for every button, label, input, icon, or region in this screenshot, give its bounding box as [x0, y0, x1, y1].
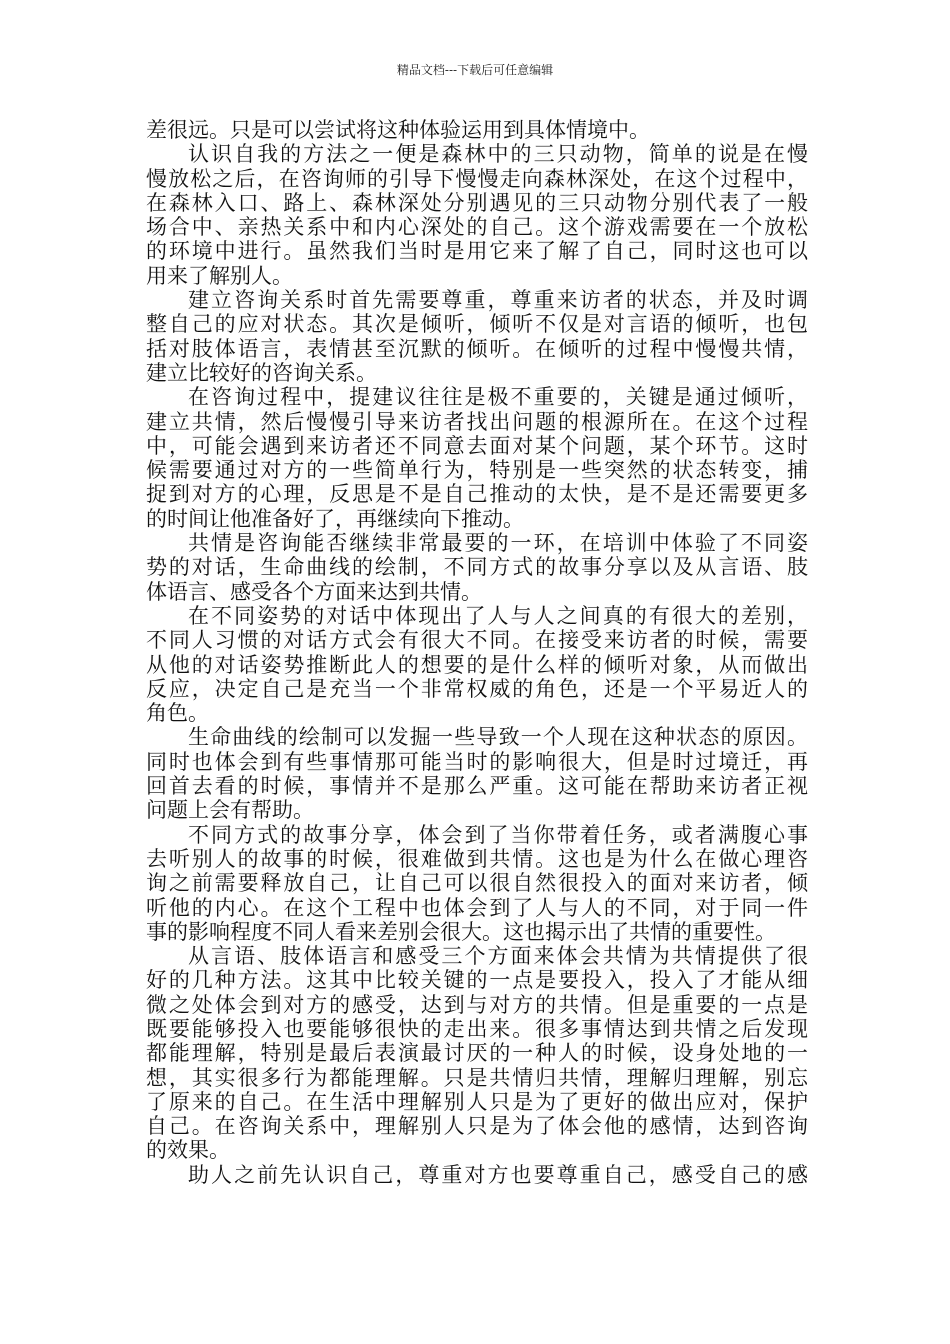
text-line: 从他的对话姿势推断此人的想要的是什么样的倾听对象，从而做出 — [146, 652, 808, 677]
text-line: 问题上会有帮助。 — [146, 798, 314, 823]
text-line: 反应，决定自己是充当一个非常权威的角色，还是一个平易近人的 — [146, 676, 808, 701]
text-line: 括对肢体语言，表情甚至沉默的倾听。在倾听的过程中慢慢共情， — [146, 336, 808, 361]
text-line: 助人之前先认识自己，尊重对方也要尊重自己，感受自己的感 — [188, 1162, 808, 1187]
text-line: 整自己的应对状态。其次是倾听，倾听不仅是对言语的倾听，也包 — [146, 312, 808, 337]
text-line: 慢放松之后，在咨询师的引导下慢慢走向森林深处，在这个过程中， — [146, 166, 808, 191]
text-line: 想，其实很多行为都能理解。只是共情归共情，理解归理解，别忘 — [146, 1065, 808, 1090]
paragraph — [146, 944, 808, 1163]
paragraph — [146, 725, 808, 822]
text-line: 不同人习惯的对话方式会有很大不同。在接受来访者的时候，需要 — [146, 628, 808, 653]
text-line: 在不同姿势的对话中体现出了人与人之间真的有很大的差别， — [188, 603, 808, 628]
text-line: 既要能够投入也要能够很快的走出来。很多事情达到共情之后发现 — [146, 1016, 808, 1041]
text-line: 建立比较好的咨询关系。 — [146, 360, 377, 385]
document-body — [146, 118, 808, 1187]
paragraph — [146, 385, 808, 531]
text-line: 听他的内心。在这个工程中也体会到了人与人的不同，对于同一件 — [146, 895, 808, 920]
text-line: 好的几种方法。这其中比较关键的一点是要投入，投入了才能从细 — [146, 968, 808, 993]
text-line: 建立咨询关系时首先需要尊重，尊重来访者的状态，并及时调 — [188, 288, 808, 313]
text-line: 在咨询过程中，提建议往往是极不重要的，关键是通过倾听， — [188, 385, 808, 410]
text-line: 去听别人的故事的时候，很难做到共情。这也是为什么在做心理咨 — [146, 846, 808, 871]
text-line: 从言语、肢体语言和感受三个方面来体会共情为共情提供了很 — [188, 944, 808, 969]
paragraph — [146, 1163, 808, 1187]
text-line: 都能理解，特别是最后表演最讨厌的一种人的时候，设身处地的一 — [146, 1041, 808, 1066]
text-line: 同时也体会到有些事情那可能当时的影响很大，但是时过境迁，再 — [146, 749, 808, 774]
text-line: 事的影响程度不同人看来差别会很大。这也揭示出了共情的重要性。 — [146, 919, 776, 944]
paragraph — [146, 604, 808, 725]
text-line: 不同方式的故事分享，体会到了当你带着任务，或者满腹心事 — [188, 822, 808, 847]
text-line: 势的对话，生命曲线的绘制，不同方式的故事分享以及从言语、肢 — [146, 555, 808, 580]
paragraph — [146, 118, 808, 142]
text-line: 询之前需要释放自己，让自己可以很自然很投入的面对来访者，倾 — [146, 871, 808, 896]
text-line: 建立共情，然后慢慢引导来访者找出问题的根源所在。在这个过程 — [146, 409, 808, 434]
text-line: 在森林入口、路上、森林深处分别遇见的三只动物分别代表了一般 — [146, 190, 808, 215]
text-line: 的环境中进行。虽然我们当时是用它来了解了自己，同时这也可以 — [146, 239, 808, 264]
paragraph — [146, 823, 808, 944]
text-line: 生命曲线的绘制可以发掘一些导致一个人现在这种状态的原因。 — [188, 725, 808, 750]
text-line: 共情是咨询能否继续非常最要的一环，在培训中体验了不同姿 — [188, 531, 808, 556]
paragraph — [146, 531, 808, 604]
text-line: 场合中、亲热关系中和内心深处的自己。这个游戏需要在一个放松 — [146, 215, 808, 240]
text-line: 自己。在咨询关系中，理解别人只是为了体会他的感情，达到咨询 — [146, 1114, 808, 1139]
page-header: 精品文档---下载后可任意编辑 — [396, 63, 554, 77]
text-line: 认识自我的方法之一便是森林中的三只动物，简单的说是在慢 — [188, 142, 808, 167]
text-line: 差很远。只是可以尝试将这种体验运用到具体情境中。 — [146, 118, 650, 142]
text-line: 微之处体会到对方的感受，达到与对方的共情。但是重要的一点是 — [146, 992, 808, 1017]
text-line: 角色。 — [146, 701, 209, 726]
text-line: 候需要通过对方的一些简单行为，特别是一些突然的状态转变，捕 — [146, 458, 808, 483]
paragraph — [146, 288, 808, 385]
text-line: 体语言、感受各个方面来达到共情。 — [146, 579, 482, 604]
text-line: 的时间让他准备好了，再继续向下推动。 — [146, 506, 524, 531]
text-line: 用来了解别人。 — [146, 263, 293, 288]
text-line: 回首去看的时候，事情并不是那么严重。这可能在帮助来访者正视 — [146, 774, 808, 799]
text-line: 中，可能会遇到来访者还不同意去面对某个问题，某个环节。这时 — [146, 433, 808, 458]
text-line: 的效果。 — [146, 1138, 230, 1163]
text-line: 捉到对方的心理，反思是不是自己推动的太快，是不是还需要更多 — [146, 482, 808, 507]
paragraph — [146, 142, 808, 288]
text-line: 了原来的自己。在生活中理解别人只是为了更好的做出应对，保护 — [146, 1089, 808, 1114]
